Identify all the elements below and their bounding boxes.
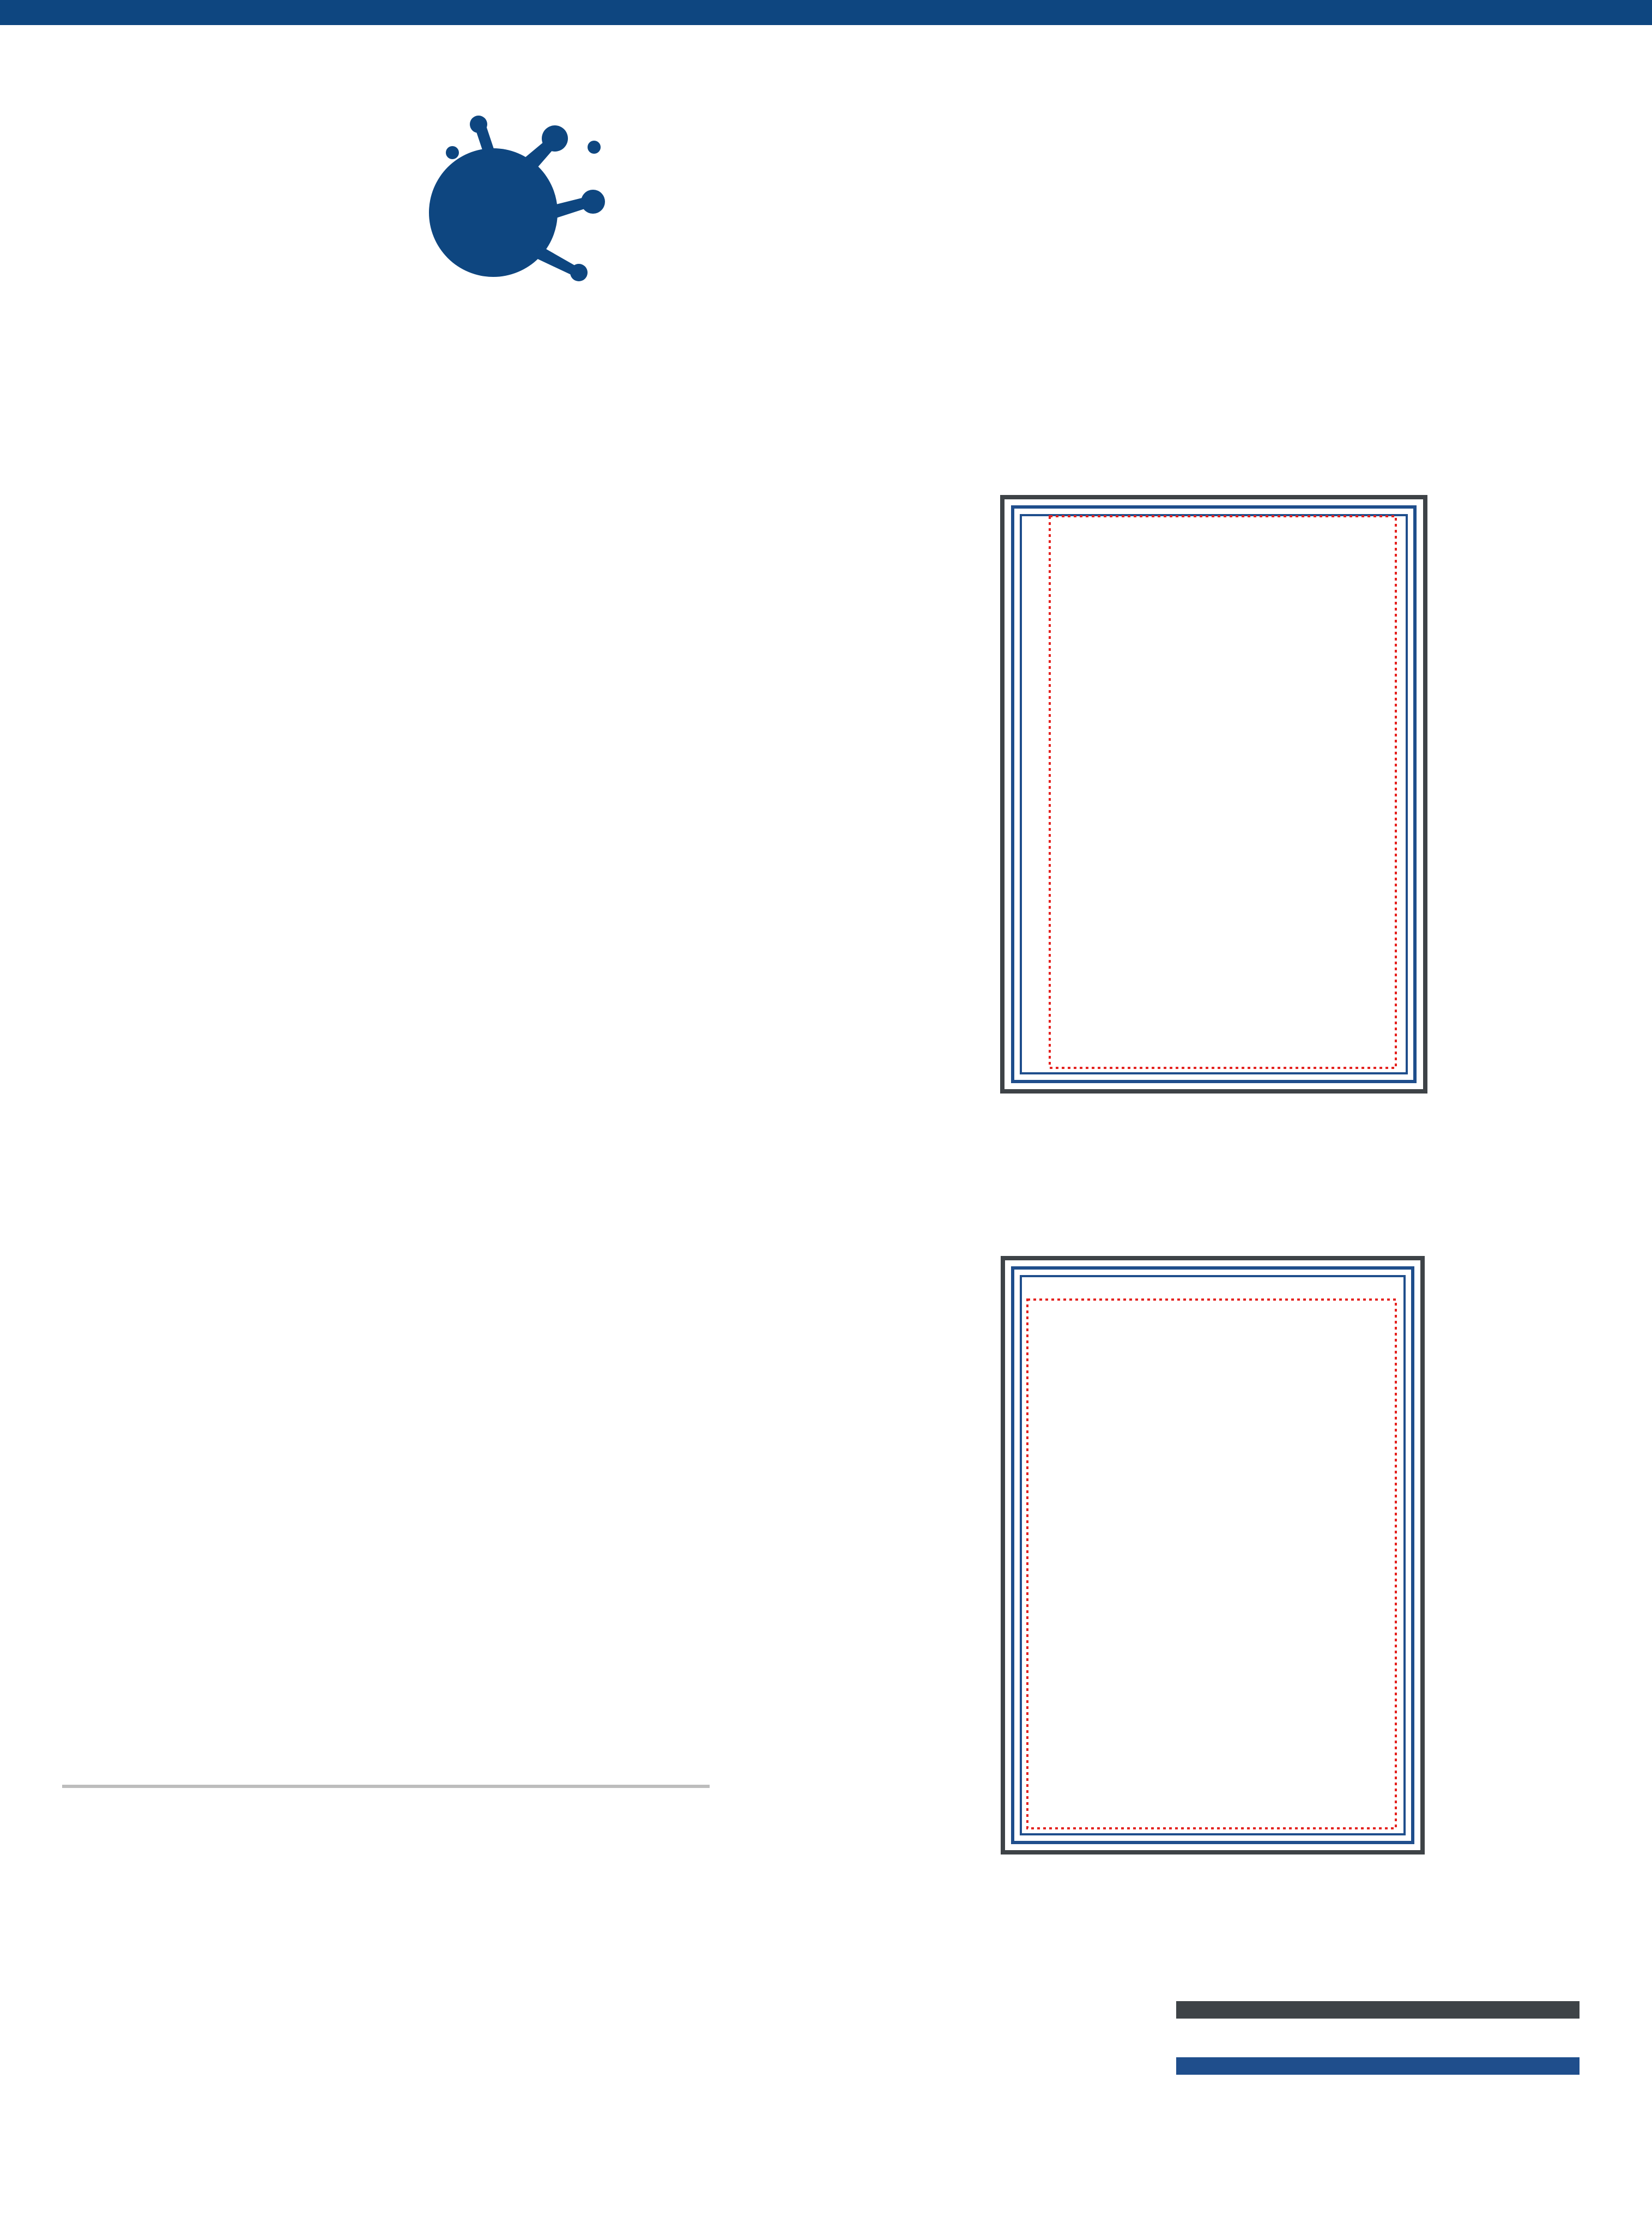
- legend-bar-netto: [1176, 2057, 1580, 2075]
- legend-dots-margines: [1176, 2107, 1585, 2134]
- top-bar: [0, 0, 1652, 25]
- notebook-top-binding-graphic: [987, 1237, 1439, 1859]
- notebook-side-binding-graphic: [976, 491, 1439, 1107]
- section-divider: [62, 1785, 710, 1788]
- legend-bar-brutto: [1176, 2001, 1580, 2019]
- diagram-top-spiral: [987, 1237, 1439, 1859]
- logo-splash-icon: [414, 114, 610, 294]
- diagram-side-spiral: [976, 491, 1439, 1107]
